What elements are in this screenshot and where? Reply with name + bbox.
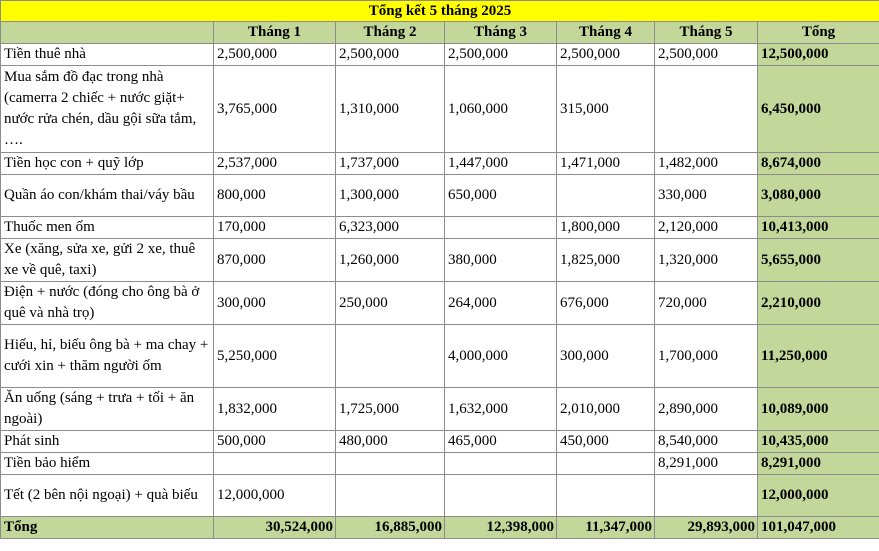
cell-month-3[interactable]: 1,632,000 [445,388,557,431]
header-month-2[interactable]: Tháng 2 [336,22,445,44]
cell-month-5[interactable]: 1,482,000 [655,153,758,175]
header-corner[interactable] [1,22,214,44]
table-row [1,431,879,453]
cell-month-1[interactable]: 800,000 [214,175,336,217]
header-month-1[interactable]: Tháng 1 [214,22,336,44]
cell-month-1[interactable]: 170,000 [214,217,336,239]
header-total[interactable]: Tổng [758,22,879,44]
cell-month-1[interactable]: 3,765,000 [214,66,336,153]
row-total[interactable]: 11,250,000 [758,325,879,388]
cell-month-4[interactable]: 2,500,000 [557,44,655,66]
header-month-5[interactable]: Tháng 5 [655,22,758,44]
cell-month-2[interactable] [336,453,445,475]
cell-month-3[interactable] [445,475,557,517]
table-row [1,153,879,175]
cell-month-4[interactable]: 1,471,000 [557,153,655,175]
cell-month-1[interactable]: 2,500,000 [214,44,336,66]
cell-month-4[interactable]: 2,010,000 [557,388,655,431]
total-month-4[interactable]: 11,347,000 [557,517,655,539]
cell-month-1[interactable]: 300,000 [214,282,336,325]
total-month-1[interactable]: 30,524,000 [214,517,336,539]
table-row [1,475,879,517]
cell-month-3[interactable]: 650,000 [445,175,557,217]
table-row [1,44,879,66]
cell-month-2[interactable]: 480,000 [336,431,445,453]
row-label[interactable]: Tiền học con + quỹ lớp [1,153,214,175]
cell-month-5[interactable]: 8,540,000 [655,431,758,453]
cell-month-5[interactable]: 8,291,000 [655,453,758,475]
table-row [1,282,879,325]
cell-month-5[interactable] [655,66,758,153]
row-total[interactable]: 10,435,000 [758,431,879,453]
cell-month-2[interactable]: 6,323,000 [336,217,445,239]
grand-total[interactable]: 101,047,000 [758,517,879,539]
cell-month-2[interactable]: 1,725,000 [336,388,445,431]
row-label[interactable]: Quần áo con/khám thai/váy bầu [1,175,214,217]
cell-month-5[interactable]: 1,700,000 [655,325,758,388]
row-total[interactable]: 8,674,000 [758,153,879,175]
row-total[interactable]: 10,413,000 [758,217,879,239]
totals-row [1,517,879,539]
row-label[interactable]: Ăn uống (sáng + trưa + tối + ăn ngoài) [1,388,214,431]
totals-label[interactable]: Tổng [1,517,214,539]
cell-month-1[interactable]: 1,832,000 [214,388,336,431]
table-row [1,388,879,431]
row-label[interactable]: Tiền bảo hiểm [1,453,214,475]
row-total[interactable]: 3,080,000 [758,175,879,217]
cell-month-2[interactable]: 1,310,000 [336,66,445,153]
cell-month-3[interactable]: 465,000 [445,431,557,453]
cell-month-3[interactable]: 380,000 [445,239,557,282]
cell-month-2[interactable]: 1,300,000 [336,175,445,217]
cell-month-2[interactable]: 2,500,000 [336,44,445,66]
table-row [1,217,879,239]
header-month-3[interactable]: Tháng 3 [445,22,557,44]
cell-month-3[interactable] [445,217,557,239]
cell-month-3[interactable]: 2,500,000 [445,44,557,66]
cell-month-2[interactable] [336,325,445,388]
cell-month-5[interactable] [655,475,758,517]
table-title[interactable]: Tổng kết 5 tháng 2025 [1,1,879,22]
row-label[interactable]: Mua sắm đồ đạc trong nhà (camerra 2 chiếc + nước giặt+ nước rửa chén, dầu gội sữa tắm, …. [1,66,214,153]
total-month-2[interactable]: 16,885,000 [336,517,445,539]
cell-month-4[interactable]: 450,000 [557,431,655,453]
cell-month-4[interactable]: 1,825,000 [557,239,655,282]
cell-month-3[interactable]: 264,000 [445,282,557,325]
cell-month-3[interactable]: 1,060,000 [445,66,557,153]
cell-month-4[interactable] [557,475,655,517]
cell-month-3[interactable] [445,453,557,475]
row-label[interactable]: Xe (xăng, sửa xe, gửi 2 xe, thuê xe về quê, taxi) [1,239,214,282]
row-label[interactable]: Thuốc men ốm [1,217,214,239]
cell-month-2[interactable]: 250,000 [336,282,445,325]
row-total[interactable]: 12,500,000 [758,44,879,66]
table-row [1,239,879,282]
row-total[interactable]: 12,000,000 [758,475,879,517]
cell-month-3[interactable]: 1,447,000 [445,153,557,175]
cell-month-5[interactable]: 1,320,000 [655,239,758,282]
cell-month-4[interactable]: 300,000 [557,325,655,388]
table-row [1,325,879,388]
table-row [1,453,879,475]
cell-month-4[interactable] [557,453,655,475]
cell-month-1[interactable]: 500,000 [214,431,336,453]
cell-month-4[interactable] [557,175,655,217]
cell-month-5[interactable]: 330,000 [655,175,758,217]
header-month-4[interactable]: Tháng 4 [557,22,655,44]
cell-month-4[interactable]: 1,800,000 [557,217,655,239]
cell-month-1[interactable]: 2,537,000 [214,153,336,175]
cell-month-3[interactable]: 4,000,000 [445,325,557,388]
row-total[interactable]: 6,450,000 [758,66,879,153]
cell-month-5[interactable]: 2,500,000 [655,44,758,66]
cell-month-4[interactable]: 315,000 [557,66,655,153]
cell-month-5[interactable]: 2,120,000 [655,217,758,239]
table-row [1,66,879,153]
cell-month-1[interactable] [214,453,336,475]
row-total[interactable]: 5,655,000 [758,239,879,282]
row-label[interactable]: Tiền thuê nhà [1,44,214,66]
cell-month-2[interactable] [336,475,445,517]
row-label[interactable]: Tết (2 bên nội ngoại) + quà biếu [1,475,214,517]
cell-month-2[interactable]: 1,260,000 [336,239,445,282]
cell-month-1[interactable]: 12,000,000 [214,475,336,517]
row-total[interactable]: 8,291,000 [758,453,879,475]
row-label[interactable]: Điện + nước (đóng cho ông bà ở quê và nhà trọ) [1,282,214,325]
cell-month-1[interactable]: 5,250,000 [214,325,336,388]
row-label[interactable]: Hiếu, hỉ, biếu ông bà + ma chay + cưới xin + thăm người ốm [1,325,214,388]
total-month-5[interactable]: 29,893,000 [655,517,758,539]
row-total[interactable]: 10,089,000 [758,388,879,431]
table-row [1,175,879,217]
cell-month-4[interactable]: 676,000 [557,282,655,325]
cell-month-1[interactable]: 870,000 [214,239,336,282]
cell-month-5[interactable]: 720,000 [655,282,758,325]
cell-month-5[interactable]: 2,890,000 [655,388,758,431]
total-month-3[interactable]: 12,398,000 [445,517,557,539]
row-total[interactable]: 2,210,000 [758,282,879,325]
row-label[interactable]: Phát sinh [1,431,214,453]
cell-month-2[interactable]: 1,737,000 [336,153,445,175]
